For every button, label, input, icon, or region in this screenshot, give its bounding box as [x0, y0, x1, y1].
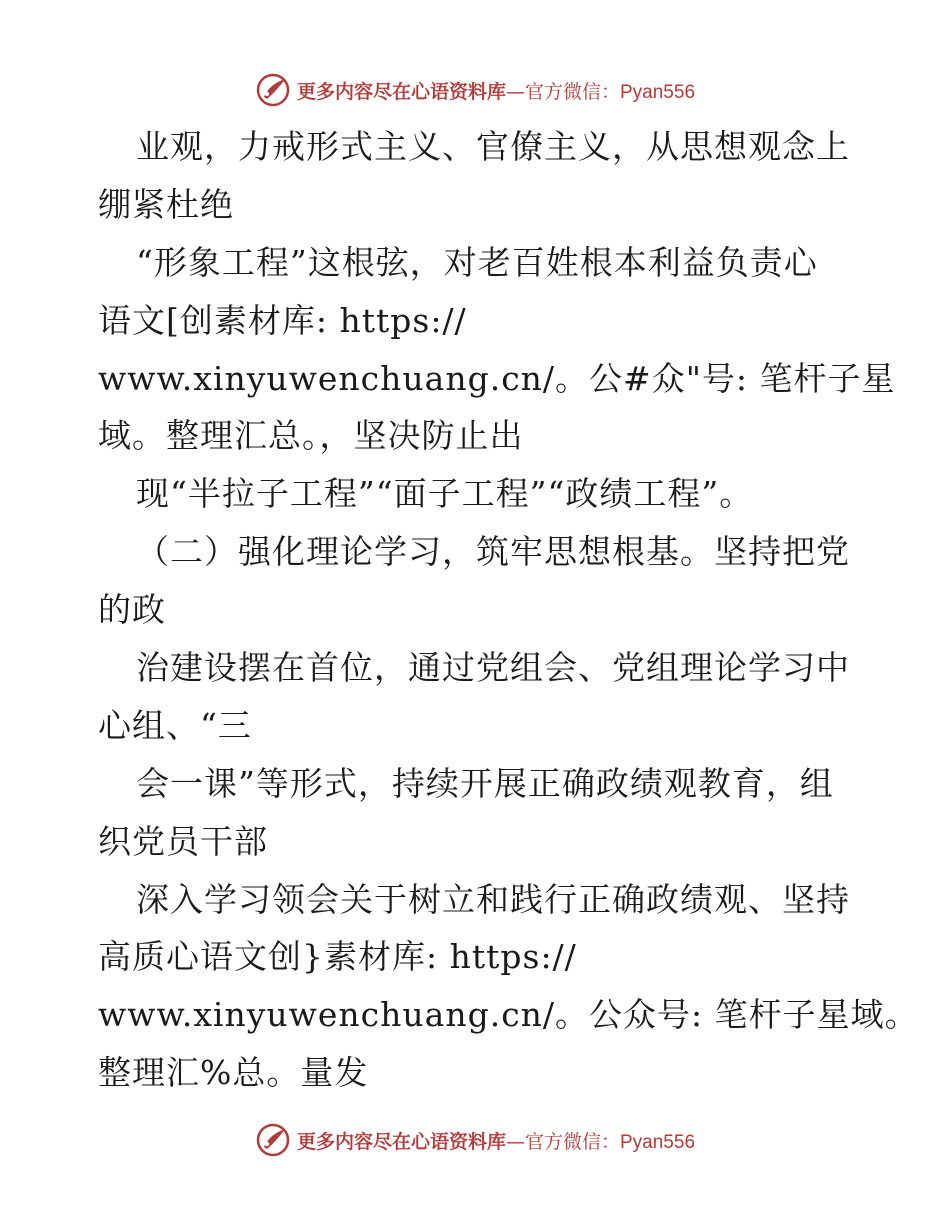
header-banner-sep: — [505, 80, 525, 103]
body-line: 心组、“三 [98, 705, 252, 745]
body-line: 治建设摆在首位，通过党组会、党组理论学习中 [136, 648, 850, 688]
body-line: 域。整理汇总。，坚决防止出 [98, 416, 524, 456]
footer-banner-wechat: 官方微信： [524, 1130, 620, 1153]
body-line: 深入学习领会关于树立和践行正确政绩观、坚持 [136, 879, 850, 919]
body-line: （二）强化理论学习，筑牢思想根基。坚持把党 [136, 532, 850, 572]
footer-banner-sep: — [505, 1130, 525, 1153]
body-line: “形象工程”这根弦，对老百姓根本利益负责心 [136, 242, 818, 282]
body-line: 会一课”等形式，持续开展正确政绩观教育，组 [136, 763, 834, 803]
header-banner-text [297, 77, 695, 104]
body-line: 高质心语文创}素材库: https:// [98, 937, 577, 977]
header-banner-main: 更多内容尽在心语资料库 [296, 80, 506, 103]
body-line: www.xinyuwenchuang.cn/。公#众"号: 笔杆子星 [98, 358, 896, 398]
header-banner-wechat: 官方微信： [524, 80, 620, 103]
body-line: 的政 [98, 590, 166, 630]
body-line: 语文[创素材库: https:// [98, 300, 467, 340]
body-line: 现“半拉子工程”“面子工程”“政绩工程”。 [136, 474, 754, 514]
footer-banner-id: Pyan556 [620, 1131, 696, 1153]
footer-banner-text [297, 1127, 695, 1154]
body-line: www.xinyuwenchuang.cn/。公众号: 笔杆子星域。 [98, 995, 919, 1035]
logo-icon [255, 72, 291, 108]
footer-banner [0, 1122, 950, 1158]
body-line: 织党员干部 [98, 821, 268, 861]
body-line: 绷紧杜绝 [98, 184, 234, 224]
footer-banner-main: 更多内容尽在心语资料库 [296, 1130, 506, 1153]
document-body [98, 118, 919, 1102]
header-banner [0, 72, 950, 108]
body-line: 业观，力戒形式主义、官僚主义，从思想观念上 [136, 127, 850, 166]
body-line: 整理汇%总。量发 [98, 1053, 369, 1093]
logo-icon [255, 1122, 291, 1158]
header-banner-id: Pyan556 [620, 81, 696, 103]
